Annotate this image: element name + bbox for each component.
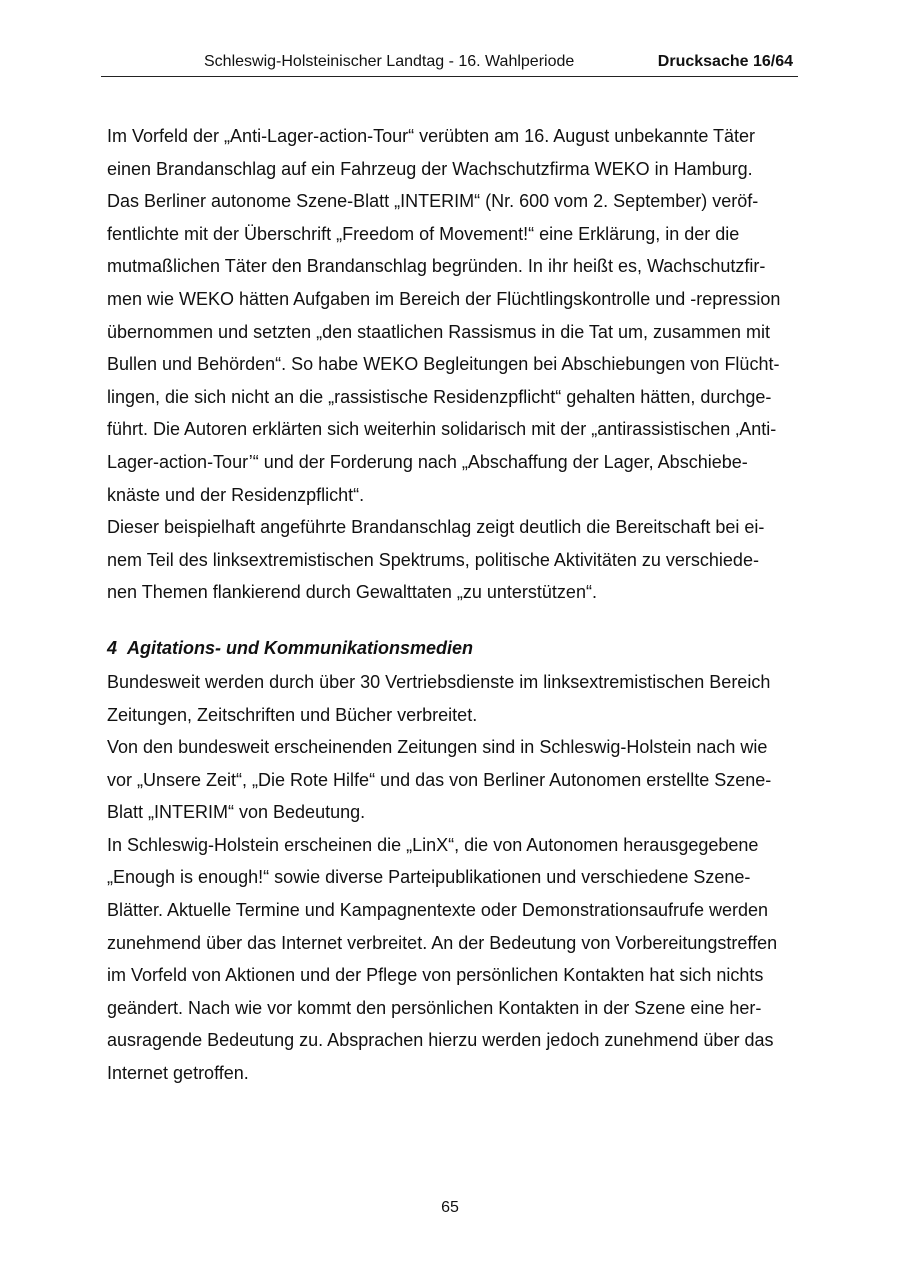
header-title: Schleswig-Holsteinischer Landtag - 16. Wahlperiode bbox=[204, 53, 575, 70]
section-heading bbox=[107, 634, 797, 662]
text-line: Bundesweit werden durch über 30 Vertriebsdienste im linksextremistischen Bereich bbox=[107, 671, 771, 692]
text-line: ausragende Bedeutung zu. Absprachen hierzu werden jedoch zunehmend über das bbox=[107, 1030, 774, 1051]
paragraph bbox=[107, 731, 797, 829]
text-line: führt. Die Autoren erklärten sich weiterhin solidarisch mit der „antirassistischen ‚Anti- bbox=[107, 419, 777, 440]
text-line: lingen, die sich nicht an die „rassistische Residenzpflicht“ gehalten hätten, durchge- bbox=[107, 386, 772, 407]
text-line: einen Brandanschlag auf ein Fahrzeug der Wachschutzfirma WEKO in Hamburg. bbox=[107, 158, 753, 179]
paragraphs-before bbox=[107, 120, 797, 609]
text-line: im Vorfeld von Aktionen und der Pflege von persönlichen Kontakten hat sich nichts bbox=[107, 965, 764, 986]
text-line: Zeitungen, Zeitschriften und Bücher verbreitet. bbox=[107, 704, 478, 725]
text-line: nen Themen flankierend durch Gewalttaten „zu unterstützen“. bbox=[107, 582, 597, 603]
paragraph bbox=[107, 511, 797, 609]
text-line: mutmaßlichen Täter den Brandanschlag begründen. In ihr heißt es, Wachschutzfir- bbox=[107, 256, 766, 277]
paragraph bbox=[107, 120, 797, 511]
text-line: Blatt „INTERIM“ von Bedeutung. bbox=[107, 802, 366, 823]
section-title: Agitations- und Kommunikationsmedien bbox=[127, 637, 474, 658]
text-line: Dieser beispielhaft angeführte Brandanschlag zeigt deutlich die Bereitschaft bei ei- bbox=[107, 517, 765, 538]
paragraph bbox=[107, 829, 797, 1090]
text-line: men wie WEKO hätten Aufgaben im Bereich der Flüchtlingskontrolle und -repression bbox=[107, 288, 781, 309]
page-header bbox=[101, 52, 798, 77]
text-line: Lager-action-Tour’“ und der Forderung nach „Abschaffung der Lager, Abschiebe- bbox=[107, 451, 748, 472]
text-line: In Schleswig-Holstein erscheinen die „LinX“, die von Autonomen herausgegebene bbox=[107, 834, 759, 855]
text-line: Bullen und Behörden“. So habe WEKO Begleitungen bei Abschiebungen von Flücht- bbox=[107, 354, 780, 375]
text-line: Von den bundesweit erscheinenden Zeitungen sind in Schleswig-Holstein nach wie bbox=[107, 737, 768, 758]
text-line: knäste und der Residenzpflicht“. bbox=[107, 484, 365, 505]
paragraphs-after bbox=[107, 666, 797, 1090]
text-line: „Enough is enough!“ sowie diverse Parteipublikationen und verschiedene Szene- bbox=[107, 867, 751, 888]
paragraph bbox=[107, 666, 797, 731]
text-line: vor „Unsere Zeit“, „Die Rote Hilfe“ und das von Berliner Autonomen erstellte Szene- bbox=[107, 769, 772, 790]
document-body bbox=[107, 120, 797, 1090]
text-line: übernommen und setzten „den staatlichen Rassismus in die Tat um, zusammen mit bbox=[107, 321, 770, 342]
section-number: 4 bbox=[107, 637, 118, 658]
text-line: Internet getroffen. bbox=[107, 1063, 249, 1084]
text-line: zunehmend über das Internet verbreitet. An der Bedeutung von Vorbereitungstreffen bbox=[107, 932, 778, 953]
text-line: Im Vorfeld der „Anti-Lager-action-Tour“ verübten am 16. August unbekannte Täter bbox=[107, 126, 756, 146]
text-line: fentlichte mit der Überschrift „Freedom of Movement!“ eine Erklärung, in der die bbox=[107, 223, 740, 244]
text-line: nem Teil des linksextremistischen Spektrums, politische Aktivitäten zu verschiede- bbox=[107, 549, 759, 570]
text-line: Blätter. Aktuelle Termine und Kampagnentexte oder Demonstrationsaufrufe werden bbox=[107, 900, 769, 921]
text-line: Das Berliner autonome Szene-Blatt „INTERIM“ (Nr. 600 vom 2. September) veröf- bbox=[107, 191, 759, 212]
page-number: 65 bbox=[441, 1199, 459, 1216]
text-line: geändert. Nach wie vor kommt den persönlichen Kontakten in der Szene eine her- bbox=[107, 997, 762, 1018]
document-number: Drucksache 16/64 bbox=[657, 53, 793, 70]
